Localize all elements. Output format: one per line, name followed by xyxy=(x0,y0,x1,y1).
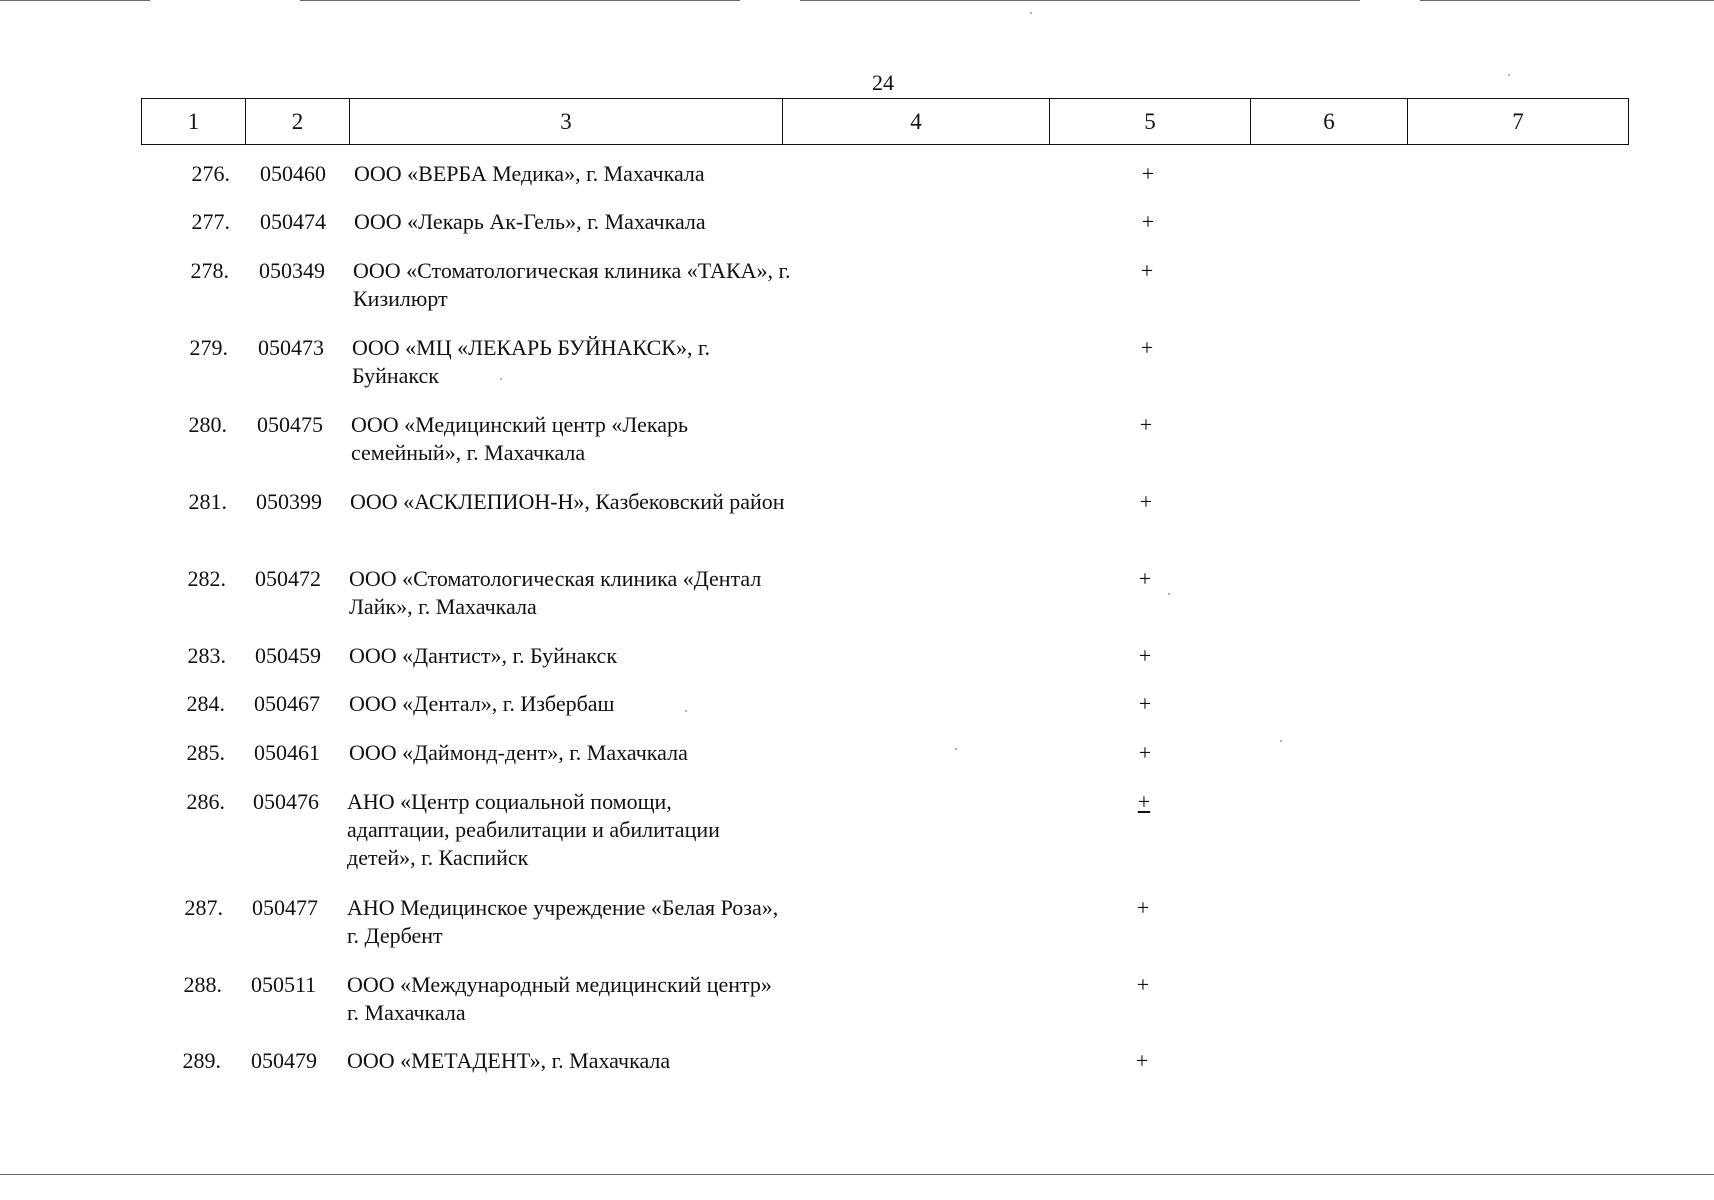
row-number: 281. xyxy=(188,489,227,514)
row-number: 276. xyxy=(191,161,230,186)
col5-mark: + xyxy=(1138,566,1152,591)
row-number: 287. xyxy=(184,895,223,920)
organization-name: ООО «МЕТАДЕНТ», г. Махачкала xyxy=(347,1048,671,1073)
col5-mark: + xyxy=(1136,895,1150,920)
organization-name: ООО «Дентал», г. Избербаш xyxy=(349,691,615,716)
medical-org-code: 050476 xyxy=(253,789,319,814)
row-number: 285. xyxy=(186,740,225,765)
medical-org-code: 050399 xyxy=(256,489,322,514)
row-number: 280. xyxy=(188,412,227,437)
medical-org-code: 050349 xyxy=(259,258,325,283)
row-number: 284. xyxy=(186,691,225,716)
col5-mark: + xyxy=(1141,209,1155,234)
organization-name: ООО «Стоматологическая клиника «Дентал Лайк», г. Махачкала xyxy=(349,566,762,619)
row-number: 279. xyxy=(189,335,228,360)
organization-name: ООО «Лекарь Ак-Гель», г. Махачкала xyxy=(354,209,706,234)
medical-org-code: 050477 xyxy=(252,895,318,920)
header-col-1: 1 xyxy=(142,99,246,145)
col5-mark: + xyxy=(1136,972,1150,997)
col5-mark: + xyxy=(1139,489,1153,514)
col5-mark: + xyxy=(1137,789,1151,814)
row-number: 282. xyxy=(187,566,226,591)
organization-name: АНО «Центр социальной помощи, адаптации, реабилитации и абилитации детей», г. Каспийск xyxy=(347,789,720,870)
row-number: 278. xyxy=(190,258,229,283)
organization-name: ООО «Международный медицинский центр» г. Махачкала xyxy=(347,972,772,1025)
header-col-4: 4 xyxy=(783,99,1050,145)
header-col-3: 3 xyxy=(350,99,783,145)
medical-org-code: 050460 xyxy=(260,161,326,186)
col5-mark: + xyxy=(1138,740,1152,765)
medical-org-code: 050511 xyxy=(251,972,317,997)
row-number: 286. xyxy=(186,789,225,814)
col5-mark: + xyxy=(1135,1048,1149,1073)
header-col-5: 5 xyxy=(1050,99,1251,145)
organization-name: ООО «Стоматологическая клиника «ТАКА», г. Кизилюрт xyxy=(353,258,791,311)
medical-org-code: 050475 xyxy=(257,412,323,437)
page-number: 24 xyxy=(872,70,894,95)
header-col-7: 7 xyxy=(1408,99,1629,145)
organization-name: ООО «МЦ «ЛЕКАРЬ БУЙНАКСК», г. Буйнакск xyxy=(352,335,711,388)
header-col-2: 2 xyxy=(246,99,350,145)
medical-org-code: 050473 xyxy=(258,335,324,360)
organization-name: ООО «ВЕРБА Медика», г. Махачкала xyxy=(354,161,705,186)
medical-org-code: 050472 xyxy=(255,566,321,591)
col5-mark: + xyxy=(1138,691,1152,716)
row-number: 288. xyxy=(183,972,222,997)
organization-name: ООО «Медицинский центр «Лекарь семейный», г. Махачкала xyxy=(351,412,689,465)
col5-mark: + xyxy=(1140,258,1154,283)
organization-name: ООО «Дантист», г. Буйнакск xyxy=(349,643,618,668)
organization-name: ООО «Даймонд-дент», г. Махачкала xyxy=(349,740,688,765)
medical-org-code: 050479 xyxy=(251,1048,317,1073)
col5-mark: + xyxy=(1141,161,1155,186)
medical-org-code: 050474 xyxy=(260,209,326,234)
medical-org-code: 050467 xyxy=(254,691,320,716)
organization-name: ООО «АСКЛЕПИОН-Н», Казбековский район xyxy=(350,489,785,514)
header-col-6: 6 xyxy=(1251,99,1408,145)
medical-org-code: 050461 xyxy=(254,740,320,765)
row-number: 283. xyxy=(187,643,226,668)
col5-mark: + xyxy=(1140,335,1154,360)
organization-name: АНО Медицинское учреждение «Белая Роза», г. Дербент xyxy=(347,895,779,948)
col5-mark: + xyxy=(1139,412,1153,437)
row-number: 277. xyxy=(191,209,230,234)
row-number: 289. xyxy=(182,1048,221,1073)
medical-org-code: 050459 xyxy=(255,643,321,668)
col5-mark: + xyxy=(1138,643,1152,668)
